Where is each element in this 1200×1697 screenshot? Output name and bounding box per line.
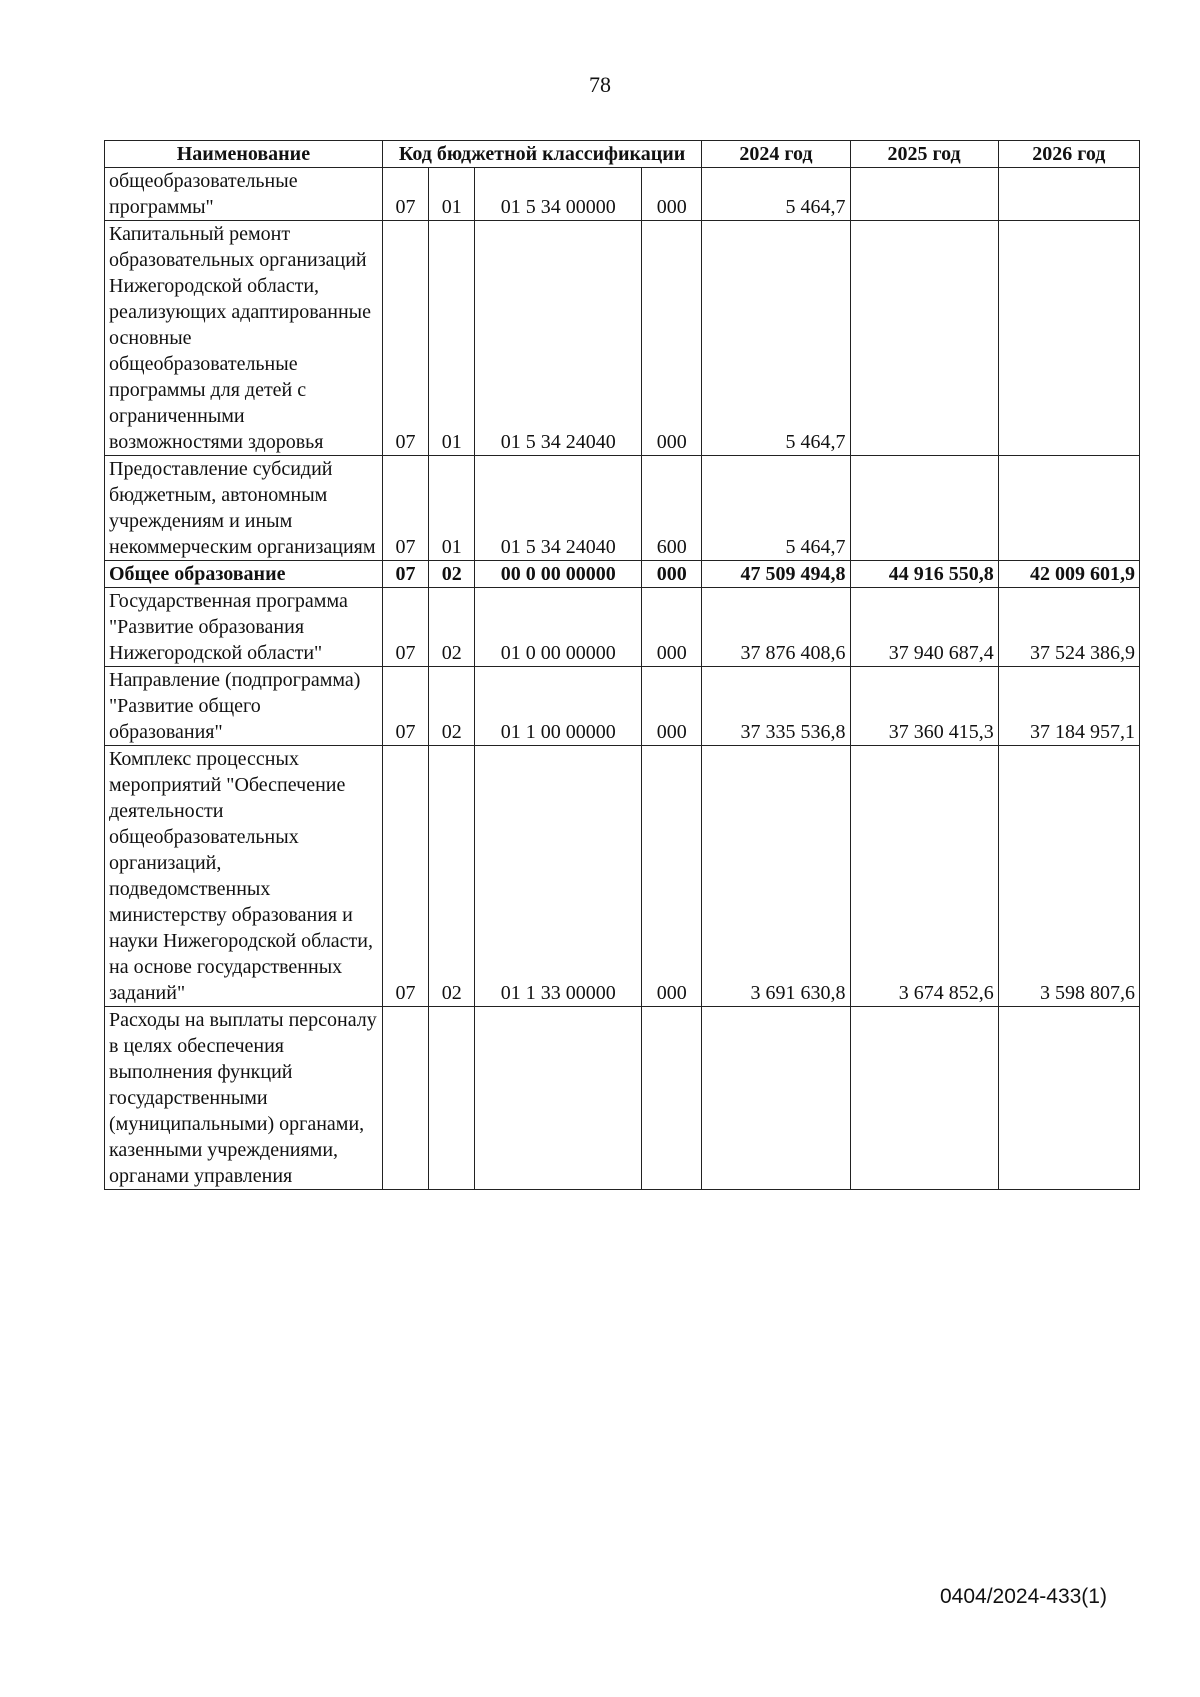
row-expense-type: 000: [642, 168, 702, 221]
row-section: [382, 1007, 428, 1190]
row-2025: [850, 168, 998, 221]
row-2025: 37 360 415,3: [850, 667, 998, 746]
row-2024: 37 876 408,6: [702, 588, 850, 667]
row-subsection: 01: [429, 168, 475, 221]
row-2025: [850, 1007, 998, 1190]
header-2026: 2026 год: [998, 141, 1139, 168]
row-subsection: 02: [429, 588, 475, 667]
row-section: 07: [382, 588, 428, 667]
table-row: [105, 456, 1140, 561]
row-name: Предоставление субсидий бюджетным, автономным учреждениям и иным некоммерческим организациям: [105, 456, 383, 561]
row-expense-type: 000: [642, 588, 702, 667]
row-2024: 47 509 494,8: [702, 561, 850, 588]
table-row: [105, 667, 1140, 746]
row-section: 07: [382, 168, 428, 221]
header-name: Наименование: [105, 141, 383, 168]
table-row: [105, 746, 1140, 1007]
row-section: 07: [382, 667, 428, 746]
document-code: 0404/2024-433(1): [940, 1585, 1107, 1608]
row-subsection: 01: [429, 456, 475, 561]
row-2025: 3 674 852,6: [850, 746, 998, 1007]
table-row: [105, 168, 1140, 221]
row-expense-type: 600: [642, 456, 702, 561]
row-section: 07: [382, 221, 428, 456]
table-header-row: [105, 141, 1140, 168]
row-2025: [850, 221, 998, 456]
row-target-article: 01 5 34 24040: [475, 221, 642, 456]
row-expense-type: [642, 1007, 702, 1190]
row-name: Общее образование: [105, 561, 383, 588]
row-2024: 3 691 630,8: [702, 746, 850, 1007]
row-target-article: 01 1 00 00000: [475, 667, 642, 746]
row-2024: 37 335 536,8: [702, 667, 850, 746]
row-subsection: 02: [429, 667, 475, 746]
row-target-article: 01 0 00 00000: [475, 588, 642, 667]
row-2026: 42 009 601,9: [998, 561, 1139, 588]
row-name: Комплекс процессных мероприятий "Обеспечение деятельности общеобразовательных организаций, подведомственных министерству образования и науки Нижегородской области, на основе государственных заданий": [105, 746, 383, 1007]
row-subsection: 01: [429, 221, 475, 456]
row-expense-type: 000: [642, 667, 702, 746]
row-expense-type: 000: [642, 746, 702, 1007]
table-row-total: [105, 561, 1140, 588]
row-section: 07: [382, 746, 428, 1007]
row-section: 07: [382, 561, 428, 588]
row-name: Государственная программа "Развитие образования Нижегородской области": [105, 588, 383, 667]
row-2026: 37 524 386,9: [998, 588, 1139, 667]
row-expense-type: 000: [642, 561, 702, 588]
table-row: [105, 1007, 1140, 1190]
row-2025: [850, 456, 998, 561]
row-target-article: [475, 1007, 642, 1190]
row-name: Направление (подпрограмма) "Развитие общего образования": [105, 667, 383, 746]
row-subsection: 02: [429, 561, 475, 588]
page-number: 78: [589, 72, 611, 97]
row-target-article: 01 1 33 00000: [475, 746, 642, 1007]
header-2025: 2025 год: [850, 141, 998, 168]
row-2026: [998, 221, 1139, 456]
row-2026: [998, 1007, 1139, 1190]
row-section: 07: [382, 456, 428, 561]
row-target-article: 00 0 00 00000: [475, 561, 642, 588]
row-2024: 5 464,7: [702, 456, 850, 561]
row-name: Капитальный ремонт образовательных организаций Нижегородской области, реализующих адаптированные основные общеобразовательные программы для детей с ограниченными возможностями здоровья: [105, 221, 383, 456]
row-expense-type: 000: [642, 221, 702, 456]
row-2026: 3 598 807,6: [998, 746, 1139, 1007]
row-subsection: 02: [429, 746, 475, 1007]
row-2024: 5 464,7: [702, 168, 850, 221]
row-2024: 5 464,7: [702, 221, 850, 456]
row-name: общеобразовательные программы": [105, 168, 383, 221]
row-target-article: 01 5 34 24040: [475, 456, 642, 561]
row-2026: [998, 456, 1139, 561]
row-name: Расходы на выплаты персоналу в целях обеспечения выполнения функций государственными (муниципальными) органами, казенными учреждениями, органами управления: [105, 1007, 383, 1190]
row-target-article: 01 5 34 00000: [475, 168, 642, 221]
row-2024: [702, 1007, 850, 1190]
row-2026: [998, 168, 1139, 221]
header-code: Код бюджетной классификации: [382, 141, 702, 168]
table-row: [105, 221, 1140, 456]
row-subsection: [429, 1007, 475, 1190]
row-2026: 37 184 957,1: [998, 667, 1139, 746]
budget-table: [104, 140, 1140, 1190]
row-2025: 44 916 550,8: [850, 561, 998, 588]
header-2024: 2024 год: [702, 141, 850, 168]
row-2025: 37 940 687,4: [850, 588, 998, 667]
table-row: [105, 588, 1140, 667]
